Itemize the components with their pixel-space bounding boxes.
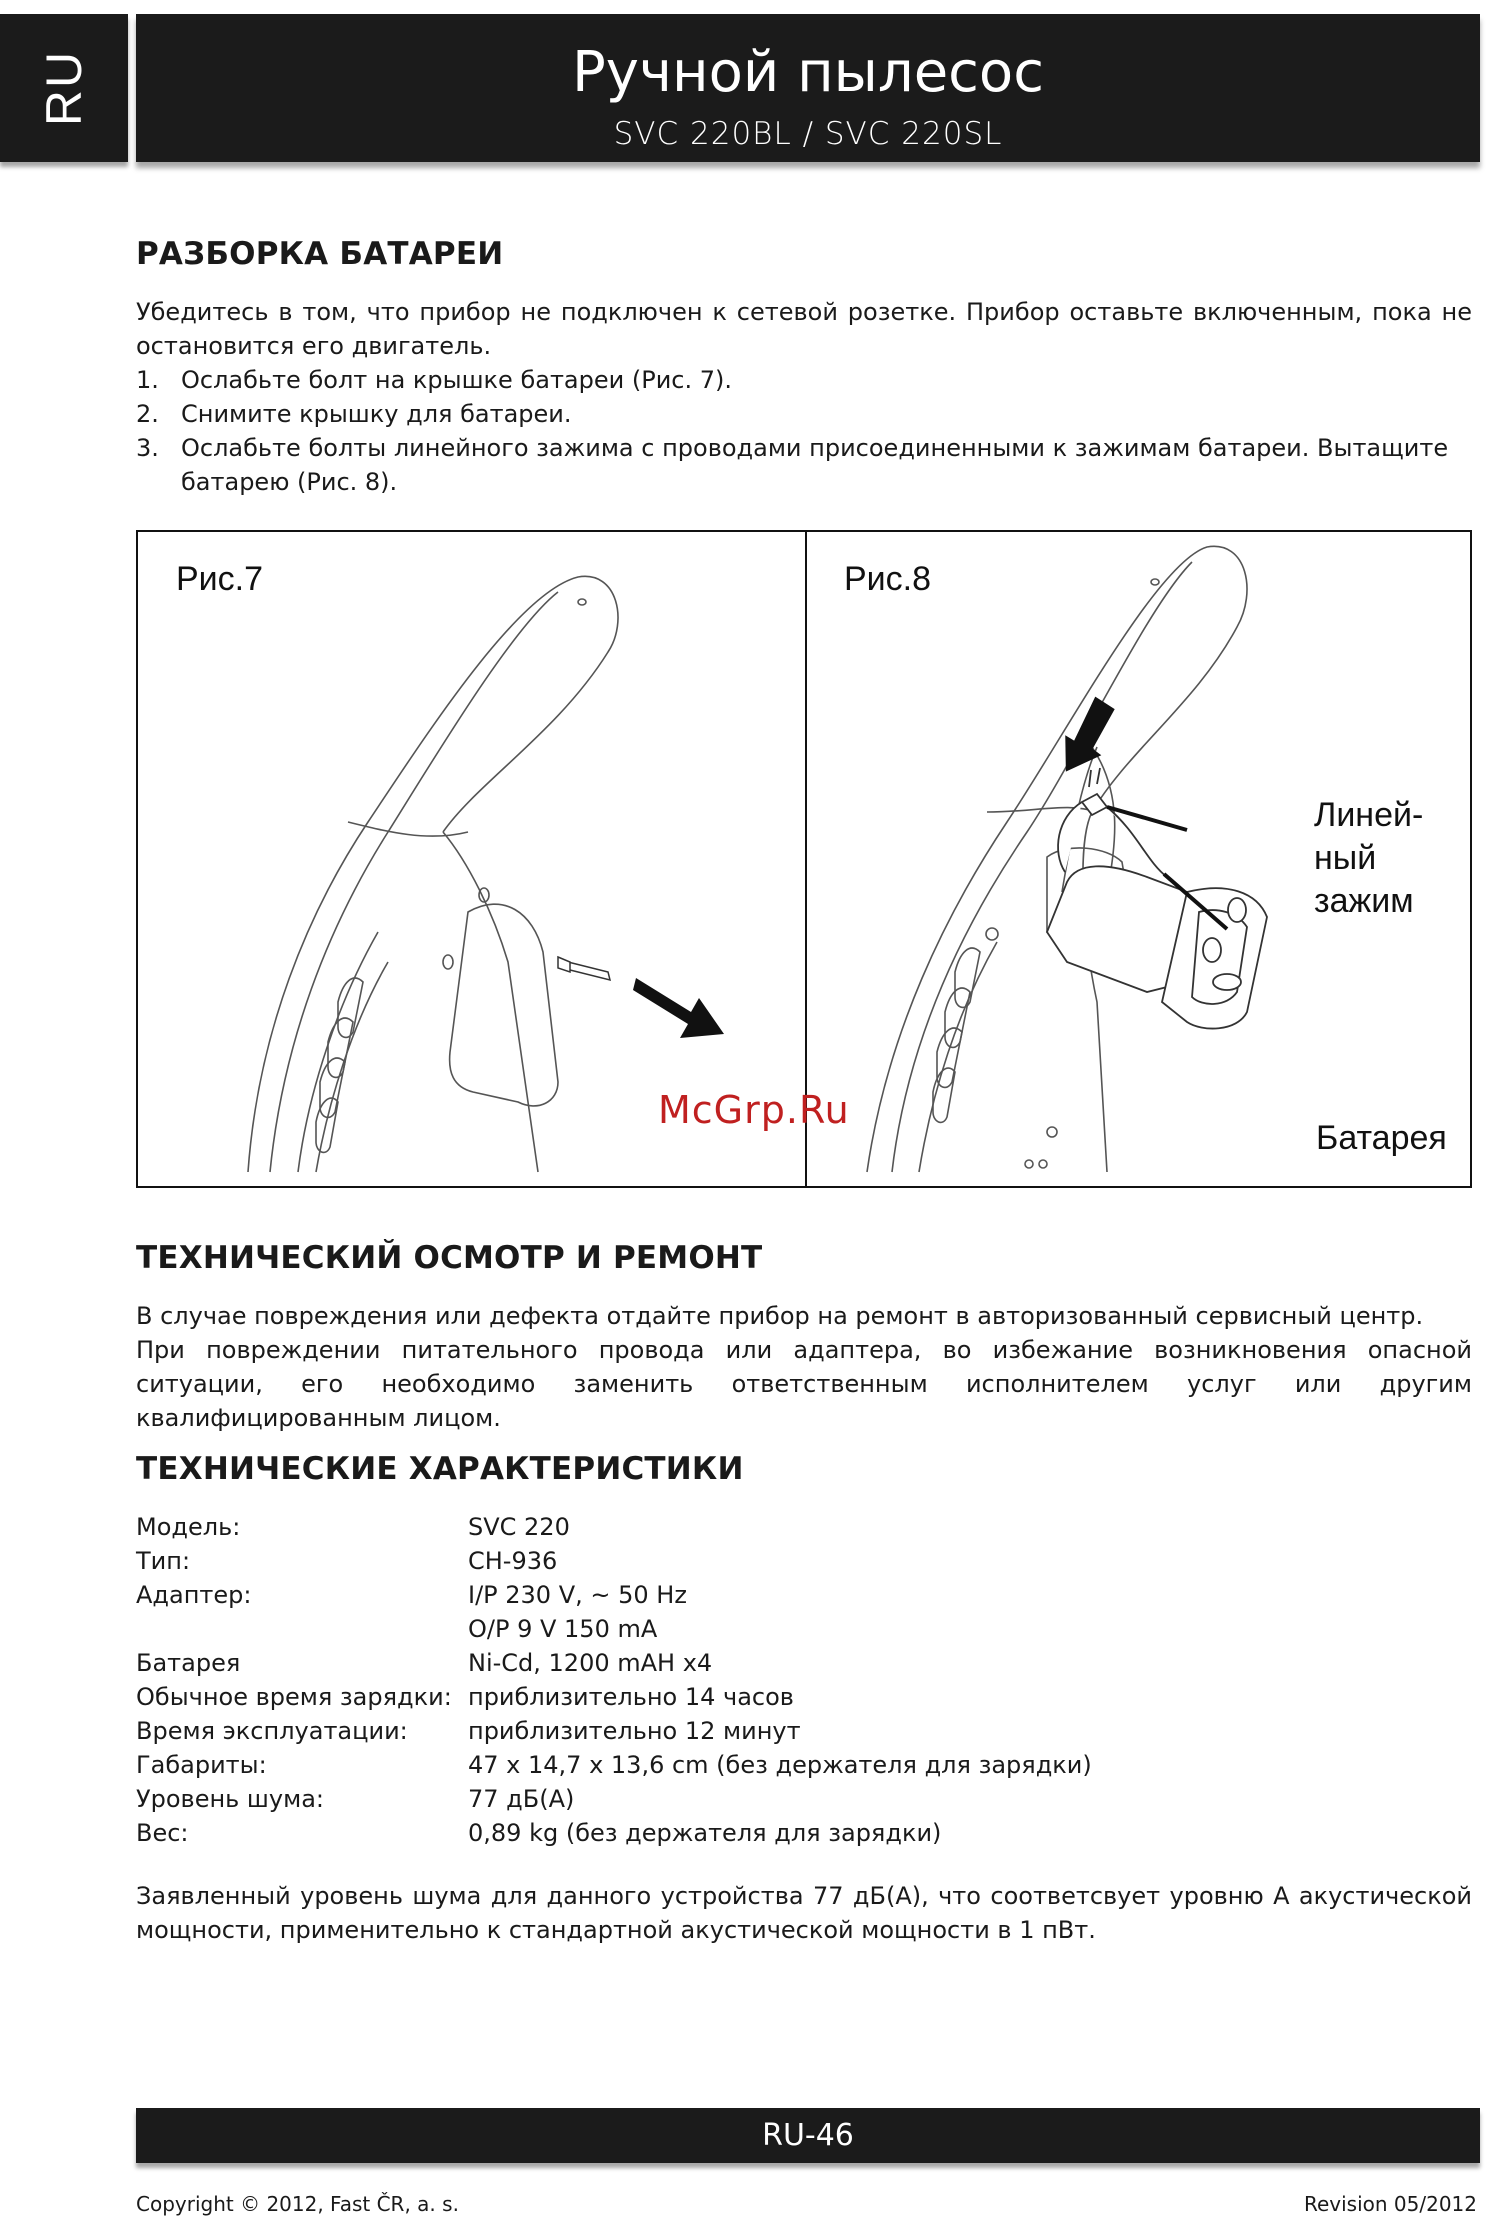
table-row <box>136 1510 1472 1544</box>
step-number: 2. <box>136 400 159 428</box>
step-text: Снимите крышку для батареи. <box>181 400 572 428</box>
spec-value: 77 дБ(А) <box>468 1785 575 1813</box>
table-row <box>136 1782 1472 1816</box>
page-title: Ручной пылесос <box>572 40 1044 105</box>
spec-value: CH-936 <box>468 1547 558 1575</box>
spec-value: 47 x 14,7 x 13,6 cm (без держателя для зарядки) <box>468 1751 1092 1779</box>
step-number: 1. <box>136 366 159 394</box>
noise-note-text: Заявленный уровень шума для данного устройства 77 дБ(А), что соответсвует уровню А акустической мощности, применительно к стандартной акустической мощности в 1 пВт. <box>136 1882 1472 1944</box>
revision: Revision 05/2012 <box>1303 2192 1477 2216</box>
battery-steps <box>136 363 1472 499</box>
spec-label: Габариты: <box>136 1751 267 1779</box>
spec-value: I/P 230 V, ~ 50 Hz <box>468 1581 687 1609</box>
watermark: McGrp.Ru <box>658 1088 850 1132</box>
service-heading: ТЕХНИЧЕСКИЙ ОСМОТР И РЕМОНТ <box>136 1240 763 1276</box>
step-number: 3. <box>136 434 159 462</box>
battery-intro <box>136 295 1472 363</box>
spec-value: 0,89 kg (без держателя для зарядки) <box>468 1819 942 1847</box>
spec-label: Уровень шума: <box>136 1785 324 1813</box>
table-row <box>136 1714 1472 1748</box>
model-subtitle: SVC 220BL / SVC 220SL <box>613 116 1003 152</box>
table-row <box>136 1816 1472 1850</box>
spec-value: Ni-Cd, 1200 mAH x4 <box>468 1649 713 1677</box>
page-number-bar <box>136 2108 1480 2163</box>
spec-value: SVC 220 <box>468 1513 570 1541</box>
spec-label: Вес: <box>136 1819 189 1847</box>
page-number: RU-46 <box>762 2118 854 2153</box>
spec-label <box>136 1612 468 1646</box>
spec-label: Обычное время зарядки: <box>136 1683 452 1711</box>
clamp-label-line-2: ный <box>1314 839 1377 877</box>
noise-note <box>136 1879 1472 1947</box>
spec-value: O/P 9 V 150 mA <box>468 1615 658 1643</box>
service-line-1: В случае повреждения или дефекта отдайте прибор на ремонт в авторизованный сервисный центр. <box>136 1302 1424 1330</box>
table-row <box>136 1646 1472 1680</box>
step-text: Ослабьте болт на крышке батареи (Рис. 7). <box>181 366 733 394</box>
list-item <box>136 431 1472 499</box>
table-row <box>136 1680 1472 1714</box>
clamp-callout <box>1314 794 1423 923</box>
language-label: RU <box>36 49 92 127</box>
battery-heading: РАЗБОРКА БАТАРЕИ <box>136 236 504 272</box>
table-row <box>136 1544 1472 1578</box>
figure-8-label: Рис.8 <box>844 560 932 598</box>
spec-label: Модель: <box>136 1513 241 1541</box>
list-item <box>136 397 1472 431</box>
table-row <box>136 1578 1472 1612</box>
title-bar <box>136 14 1480 162</box>
step-text: Ослабьте болты линейного зажима с проводами присоединенными к зажимам батареи. Вытащите батарею (Рис. 8). <box>181 434 1449 496</box>
table-row <box>136 1612 1472 1646</box>
spec-value: приблизительно 12 минут <box>468 1717 801 1745</box>
list-item <box>136 363 1472 397</box>
spec-value: приблизительно 14 часов <box>468 1683 794 1711</box>
spec-label: Время эксплуатации: <box>136 1717 408 1745</box>
clamp-label-line-3: зажим <box>1314 882 1414 920</box>
spec-label: Батарея <box>136 1649 241 1677</box>
specs-table <box>136 1510 1472 1850</box>
battery-callout: Батарея <box>1316 1119 1447 1157</box>
spec-label: Тип: <box>136 1547 191 1575</box>
spec-label: Адаптер: <box>136 1581 252 1609</box>
clamp-label-line-1: Линей- <box>1314 796 1424 834</box>
language-tab <box>0 14 128 162</box>
specs-heading: ТЕХНИЧЕСКИЕ ХАРАКТЕРИСТИКИ <box>136 1451 744 1487</box>
table-row <box>136 1748 1472 1782</box>
service-text <box>136 1299 1472 1435</box>
copyright: Copyright © 2012, Fast ČR, a. s. <box>136 2192 459 2216</box>
figure-7-label: Рис.7 <box>176 560 264 598</box>
battery-intro-text: Убедитесь в том, что прибор не подключен к сетевой розетке. Прибор оставьте включенным, пока не остановится его двигатель. <box>136 298 1472 360</box>
service-line-2: При повреждении питательного провода или адаптера, во избежание возникновения опасной ситуации, его необходимо заменить ответственным исполнителем услуг или другим квалифицированным лицом. <box>136 1336 1472 1432</box>
